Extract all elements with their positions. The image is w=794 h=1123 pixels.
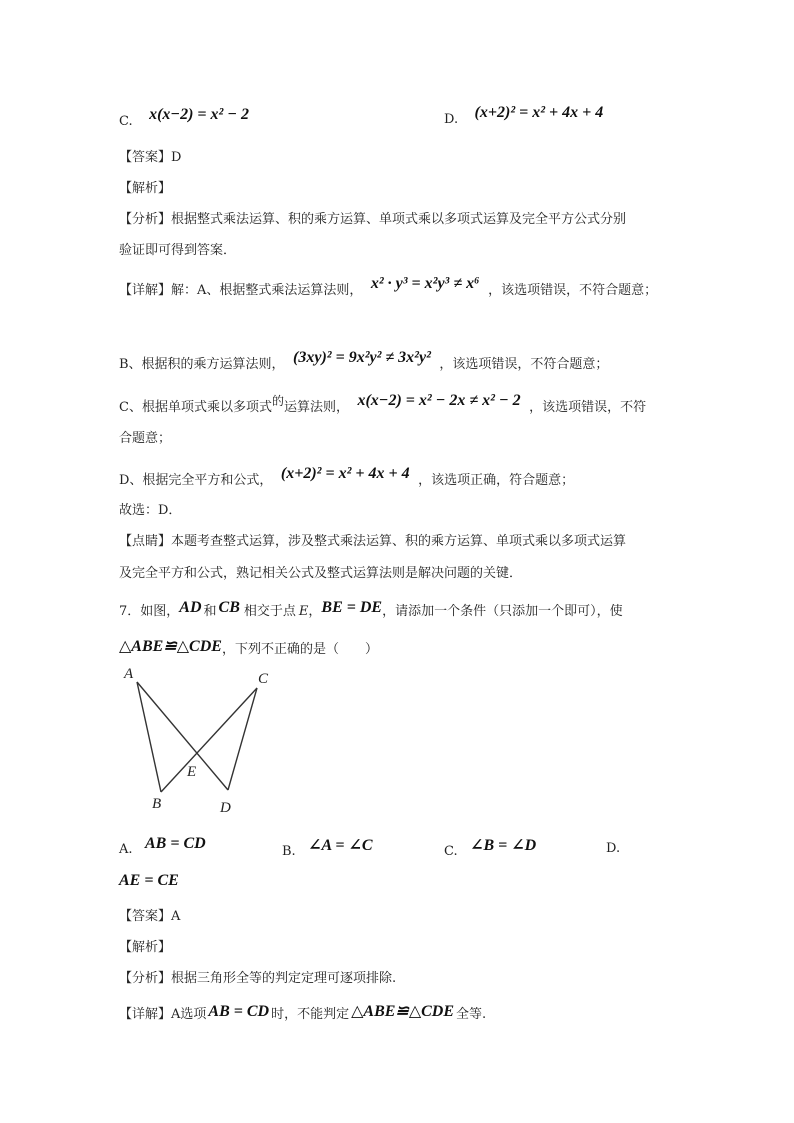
- option-d-label: D.: [444, 112, 459, 127]
- option-d-row: [444, 104, 604, 128]
- q7-question: ，下列不正确的是（ ）: [221, 642, 378, 657]
- q7-option-a-formula: AB = CD: [144, 835, 206, 852]
- q6-choose: 故选：D．: [119, 503, 182, 518]
- q7-option-b-label: B.: [282, 844, 296, 859]
- q6-detail-c-line2: 合题意；: [119, 431, 172, 446]
- q7-option-c-label: C.: [444, 844, 458, 859]
- q7-he: 和: [203, 604, 217, 619]
- segment-ab: [137, 682, 161, 792]
- q7-option-c-formula: ∠B = ∠D: [470, 837, 537, 854]
- option-c-label: C.: [119, 114, 133, 129]
- detail-d-formula: (x+2)² = x² + 4x + 4: [280, 465, 410, 482]
- detail-b-text: B、根据积的乘方运算法则，: [119, 357, 285, 372]
- q6-detail-b: [119, 349, 609, 373]
- option-c-row: [119, 106, 250, 130]
- q7-option-d-label: D.: [606, 841, 621, 856]
- q7-detail-post: 全等.: [456, 1007, 487, 1022]
- detail-b-formula: (3xy)² = 9x²y² ≠ 3x²y²: [293, 349, 431, 366]
- label-b: B: [152, 796, 162, 812]
- q6-detail-a: [119, 275, 658, 299]
- label-c: C: [258, 671, 269, 687]
- option-d-formula: (x+2)² = x² + 4x + 4: [474, 104, 604, 121]
- label-e: E: [187, 764, 197, 780]
- detail-a-text: 【详解】解：A、根据整式乘法运算法则，: [119, 283, 363, 298]
- q6-dianjing-line1: 【点睛】本题考查整式运算，涉及整式乘法运算、积的乘方运算、单项式乘以多项式运算: [119, 534, 627, 549]
- q7-comma: ，: [308, 604, 322, 619]
- segment-ad: [137, 682, 228, 790]
- q6-detail-d: [119, 465, 575, 489]
- detail-c-formula: x(x−2) = x² − 2x ≠ x² − 2: [357, 392, 521, 409]
- detail-a-conclusion: ，该选项错误，不符合题意；: [488, 283, 658, 298]
- q7-option-d: [606, 840, 620, 856]
- label-a: A: [124, 666, 134, 682]
- q7-option-d-formula-line: [119, 872, 179, 890]
- geometry-figure: [118, 662, 278, 822]
- q7-option-b-formula: ∠A = ∠C: [308, 837, 373, 854]
- q7-congruence: △ABE≌△CDE: [119, 638, 222, 655]
- q7-detail-text: 【详解】A选项: [119, 1007, 207, 1022]
- q7-point-e: E: [298, 604, 309, 619]
- detail-c-text: C、根据单项式乘以多项式: [119, 400, 272, 415]
- q7-ad: AD: [179, 599, 202, 616]
- detail-c-de: 的: [271, 394, 284, 408]
- q7-option-a-label: A.: [119, 842, 133, 857]
- q7-cb: CB: [218, 599, 240, 616]
- detail-b-conclusion: ，该选项错误，不符合题意；: [439, 357, 609, 372]
- option-c-formula: x(x−2) = x² − 2: [149, 106, 250, 123]
- q6-fenxi-line1: 【分析】根据整式乘法运算、积的乘方运算、单项式乘以多项式运算及完全平方公式分别: [119, 212, 627, 227]
- q7-be-de: BE = DE: [321, 599, 383, 616]
- label-d: D: [220, 800, 231, 816]
- q7-option-b: [282, 837, 373, 860]
- q7-detail-formula1: AB = CD: [208, 1003, 270, 1020]
- q7-detail-mid: 时，不能判定: [271, 1007, 350, 1022]
- detail-a-formula: x² · y³ = x²y³ ≠ x⁶: [370, 275, 480, 292]
- q6-detail-c: [119, 392, 647, 416]
- q6-answer: 【答案】D: [119, 150, 182, 165]
- q7-intersect: 相交于点: [243, 604, 296, 619]
- q7-number: 7．如图，: [119, 604, 180, 619]
- detail-d-text: D、根据完全平方和公式，: [119, 473, 273, 488]
- q7-stem-line1: [119, 600, 623, 620]
- detail-d-conclusion: ，该选项正确，符合题意；: [418, 473, 575, 488]
- q7-option-c: [444, 837, 537, 860]
- q7-option-a: [119, 835, 206, 858]
- q7-stem-rest: ，请添加一个条件（只添加一个即可），使: [382, 604, 623, 619]
- q7-answer: 【答案】A: [119, 909, 181, 924]
- detail-c-conclusion: ，该选项错误，不符: [529, 400, 647, 415]
- q7-option-d-formula: AE = CE: [119, 872, 179, 889]
- q7-fenxi: 【分析】根据三角形全等的判定定理可逐项排除.: [119, 971, 397, 986]
- q7-stem-line2: [119, 638, 378, 658]
- q7-detail-formula2: △ABE≌△CDE: [351, 1003, 455, 1020]
- q6-fenxi-line2: 验证即可得到答案．: [119, 243, 237, 258]
- detail-c-text2: 运算法则，: [283, 400, 349, 415]
- q6-analysis-heading: 【解析】: [119, 181, 172, 196]
- q7-detail: [119, 1003, 486, 1023]
- q7-analysis-heading: 【解析】: [119, 940, 172, 955]
- q6-dianjing-line2: 及完全平方和公式，熟记相关公式及整式运算法则是解决问题的关键．: [119, 566, 523, 581]
